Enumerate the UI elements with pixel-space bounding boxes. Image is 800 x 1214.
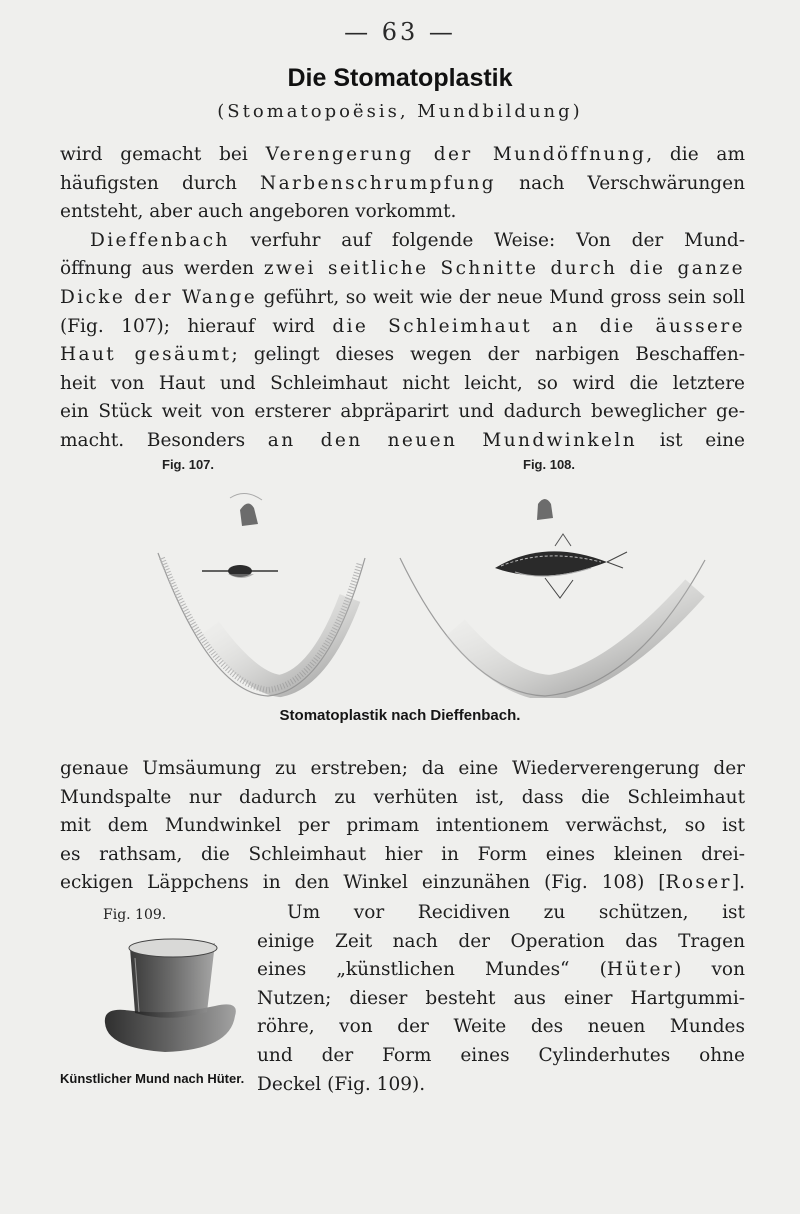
text-line: [60, 784, 745, 813]
text-run: mit dem Mundwinkel per primam intentionem verwächst, so ist: [60, 815, 745, 837]
text-run: häufigsten durch: [60, 172, 261, 194]
text-line: [60, 398, 745, 427]
text-line: [257, 1071, 745, 1100]
section-subtitle: (Stomatopoësis, Mundbildung): [217, 101, 583, 122]
fig-109-label: Fig. 109.: [103, 907, 167, 923]
text-run: verfuhr auf folgende Weise: Von der Mund-: [229, 229, 745, 251]
paragraph-intro: [60, 141, 745, 456]
text-run: öffnung aus werden: [60, 258, 264, 280]
text-run: eckigen Läppchens in den Winkel einzunähen (Fig. 108) [: [60, 872, 666, 894]
emphasized-text: zwei seitliche Schnitte durch die ganze: [263, 258, 745, 280]
text-line: [257, 1013, 745, 1042]
text-run: ].: [731, 872, 745, 894]
emphasized-text: Verengerung der Mundöffnung: [265, 144, 647, 165]
text-run: einige Zeit nach der Operation das Tragen: [257, 930, 745, 952]
text-run: genaue Umsäumung zu erstreben; da eine Wiederverengerung der: [60, 758, 745, 779]
fig-109-caption: Künstlicher Mund nach Hüter.: [60, 1071, 245, 1086]
emphasized-text: Haut gesäumt: [60, 344, 232, 366]
text-line: [60, 227, 745, 256]
text-run: es rathsam, die Schleimhaut hier in Form eines kleinen drei-: [60, 843, 745, 865]
fig-107-illustration: [150, 478, 380, 698]
emphasized-text: die Schleimhaut an die äussere: [332, 315, 745, 337]
text-line: [60, 370, 745, 399]
paragraph-artificial-mouth: [257, 899, 745, 1099]
text-run: Deckel (Fig. 109).: [257, 1073, 426, 1095]
fig-108-illustration: [395, 478, 725, 698]
paragraph-suture: [60, 755, 745, 898]
text-run: Um vor Recidiven zu schützen, ist: [287, 902, 745, 923]
text-run: ein Stück weit von ersterer abpräparirt und dadurch beweglicher ge-: [60, 401, 745, 423]
text-run: ; gelingt dieses wegen der narbigen Beschaffen-: [231, 344, 746, 366]
text-run: entsteht, aber auch angeboren vorkommt.: [60, 201, 457, 223]
text-line: [257, 928, 745, 957]
text-line: [257, 1042, 745, 1071]
text-run: (Fig. 107); hierauf wird: [60, 315, 333, 337]
text-run: ist eine: [637, 429, 745, 451]
emphasized-text: Hüter: [606, 959, 675, 981]
text-run: wird gemacht bei: [60, 144, 266, 165]
text-line: [60, 869, 745, 898]
emphasized-text: Dieffenbach: [90, 229, 230, 251]
text-run: nach Verschwärungen: [496, 172, 745, 194]
text-line: [60, 255, 745, 284]
text-line: [60, 427, 745, 456]
text-run: Mundspalte nur dadurch zu verhüten ist, dass die Schleimhaut: [60, 786, 745, 808]
text-line: [60, 841, 745, 870]
text-run: ) von: [674, 959, 745, 981]
text-line: [60, 313, 745, 342]
text-run: röhre, von der Weite des neuen Mundes: [257, 1016, 745, 1038]
text-line: [257, 956, 745, 985]
emphasized-text: Dicke der Wange: [60, 286, 258, 308]
fig-109-illustration: [95, 928, 245, 1058]
text-line: [257, 985, 745, 1014]
text-line: [60, 341, 745, 370]
figure-caption: Stomatoplastik nach Dieffenbach.: [279, 707, 521, 724]
text-run: eines „künstlichen Mundes“ (: [257, 959, 607, 981]
text-line: [257, 899, 745, 928]
text-run: heit von Haut und Schleimhaut nicht leicht, so wird die letztere: [60, 372, 745, 394]
emphasized-text: an den neuen Mundwinkeln: [267, 429, 638, 451]
text-line: [60, 141, 745, 170]
emphasized-text: Roser: [665, 872, 732, 894]
fig-108-label: Fig. 108.: [523, 457, 576, 472]
text-line: [60, 198, 745, 227]
text-line: [60, 755, 745, 784]
text-line: [60, 170, 745, 199]
emphasized-text: Narbenschrumpfung: [260, 172, 497, 194]
section-title: Die Stomatoplastik: [287, 64, 513, 92]
text-run: und der Form eines Cylinderhutes ohne: [257, 1044, 745, 1066]
text-line: [60, 284, 745, 313]
text-line: [60, 812, 745, 841]
text-run: Nutzen; dieser besteht aus einer Hartgummi-: [257, 987, 745, 1009]
fig-107-label: Fig. 107.: [162, 457, 215, 472]
text-run: geführt, so weit wie der neue Mund gross sein soll: [257, 286, 745, 308]
text-run: macht. Besonders: [60, 429, 268, 451]
text-run: , die am: [646, 144, 745, 165]
page-number: — 63 —: [344, 18, 456, 46]
